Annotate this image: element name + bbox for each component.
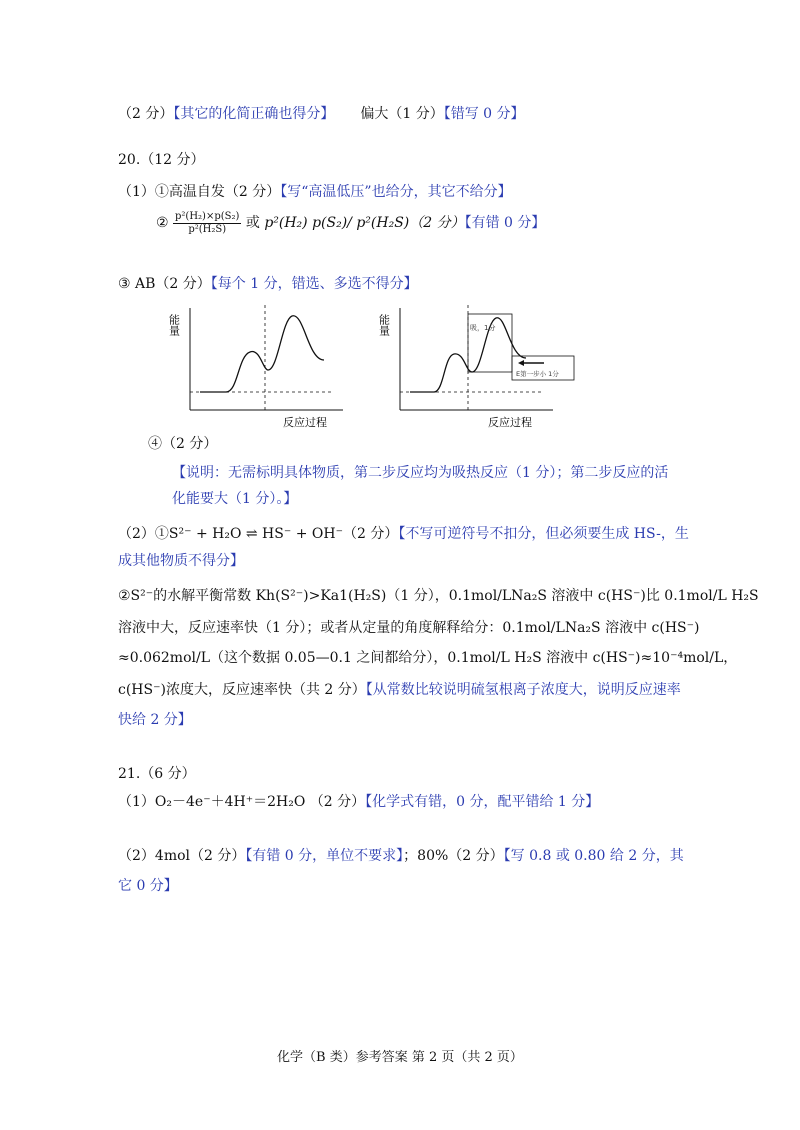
answer-text: （1）O₂－4e⁻＋4H⁺＝2H₂O （2 分） xyxy=(118,794,366,810)
grading-note: 它 0 分】 xyxy=(118,878,178,894)
grading-note: 成其他物质不得分】 xyxy=(118,553,244,569)
x-axis-label: 反应过程 xyxy=(283,416,327,429)
q20-part4: ④（2 分） xyxy=(148,436,218,452)
annotation-box-1 xyxy=(468,314,512,372)
x-axis-label: 反应过程 xyxy=(488,416,532,429)
answer-text: （1）①高温自发（2 分） xyxy=(118,184,281,200)
answer-text: 溶液中大，反应速率快（1 分）；或者从定量的角度解释给分：0.1mol/LNa₂S 溶液中 c(HS⁻) xyxy=(118,620,700,636)
answer-text: ≈0.062mol/L（这个数据 0.05—0.1 之间都给分），0.1mol/L H₂S 溶液中 c(HS⁻)≈10⁻⁴mol/L， xyxy=(118,650,738,666)
grading-note: 【其它的化简正确也得分】 xyxy=(173,106,335,122)
q20-part2 xyxy=(156,208,545,238)
answer-text: （2）4mol（2 分） xyxy=(118,848,246,864)
energy-diagram-1 xyxy=(168,300,348,430)
answer-text: （2）①S²⁻ + H₂O ⇌ HS⁻ + OH⁻（2 分） xyxy=(118,526,399,542)
answer-text: c(HS⁻)浓度大，反应速率快（共 2 分） xyxy=(118,682,366,698)
grading-note: 【每个 1 分，错选、多选不得分】 xyxy=(210,276,418,292)
y-axis-label: 能量 xyxy=(168,314,181,336)
q21-part1 xyxy=(118,792,599,812)
answer-text: ②S²⁻的水解平衡常数 Kh(S²⁻)>Ka1(H₂S)（1 分），0.1mol/LNa₂S 溶液中 c(HS⁻)比 0.1mol/L H₂S xyxy=(118,588,759,604)
fraction-denominator: p²(H₂S) xyxy=(188,223,227,235)
item-marker: ② xyxy=(156,215,169,231)
answer-text: p²(H₂) p(S₂)/ p²(H₂S)（2 分） xyxy=(264,215,465,231)
grading-note: 【不写可逆符号不扣分，但必须要生成 HS-，生 xyxy=(398,526,689,542)
or-text: 或 xyxy=(245,215,260,231)
q20-part6-line4 xyxy=(118,680,681,700)
q20-title: 20.（12 分） xyxy=(118,152,205,168)
annotation-text-1: 吸，1分 xyxy=(470,324,496,332)
y-axis-label: 能量 xyxy=(378,314,391,336)
arrow-head xyxy=(518,360,524,366)
grading-note: 【从常数比较说明硫氢根离子浓度大，说明反应速率 xyxy=(365,682,681,698)
answer-line-1 xyxy=(118,104,525,124)
energy-diagram-2 xyxy=(378,300,598,430)
q21-title: 21.（6 分） xyxy=(118,766,196,782)
answer-text: 偏大（1 分） xyxy=(360,106,444,122)
grading-note: 【化学式有错，0 分，配平错给 1 分】 xyxy=(365,794,600,810)
grading-note: 快给 2 分】 xyxy=(118,712,192,728)
q20-part1 xyxy=(118,182,512,202)
grading-note: 【说明：无需标明具体物质，第二步反应均为吸热反应（1 分）；第二步反应的活 xyxy=(172,465,669,481)
grading-note: 化能要大（1 分）。】 xyxy=(172,491,298,507)
fraction-numerator: p²(H₂)×p(S₂) xyxy=(175,210,240,222)
grading-note: 【错写 0 分】 xyxy=(443,106,525,122)
q20-part3 xyxy=(118,274,418,294)
score-text: （2 分） xyxy=(118,106,174,122)
q20-part5 xyxy=(118,524,689,544)
kp-fraction xyxy=(173,211,241,236)
grading-note: 【写 0.8 或 0.80 给 2 分，其 xyxy=(503,848,684,864)
answer-text: ；80%（2 分） xyxy=(403,848,504,864)
annotation-text-2: E第一步小 1分 xyxy=(516,370,559,378)
grading-note: 【写“高温低压”也给分，其它不给分】 xyxy=(280,184,512,200)
page-footer: 化学（B 类）参考答案 第 2 页（共 2 页） xyxy=(277,1050,523,1065)
grading-note: 【有错 0 分】 xyxy=(464,215,546,231)
q21-part2 xyxy=(118,846,684,866)
energy-curve xyxy=(200,316,324,392)
answer-text: ③ AB（2 分） xyxy=(118,276,211,292)
grading-note: 【有错 0 分，单位不要求】 xyxy=(245,848,404,864)
